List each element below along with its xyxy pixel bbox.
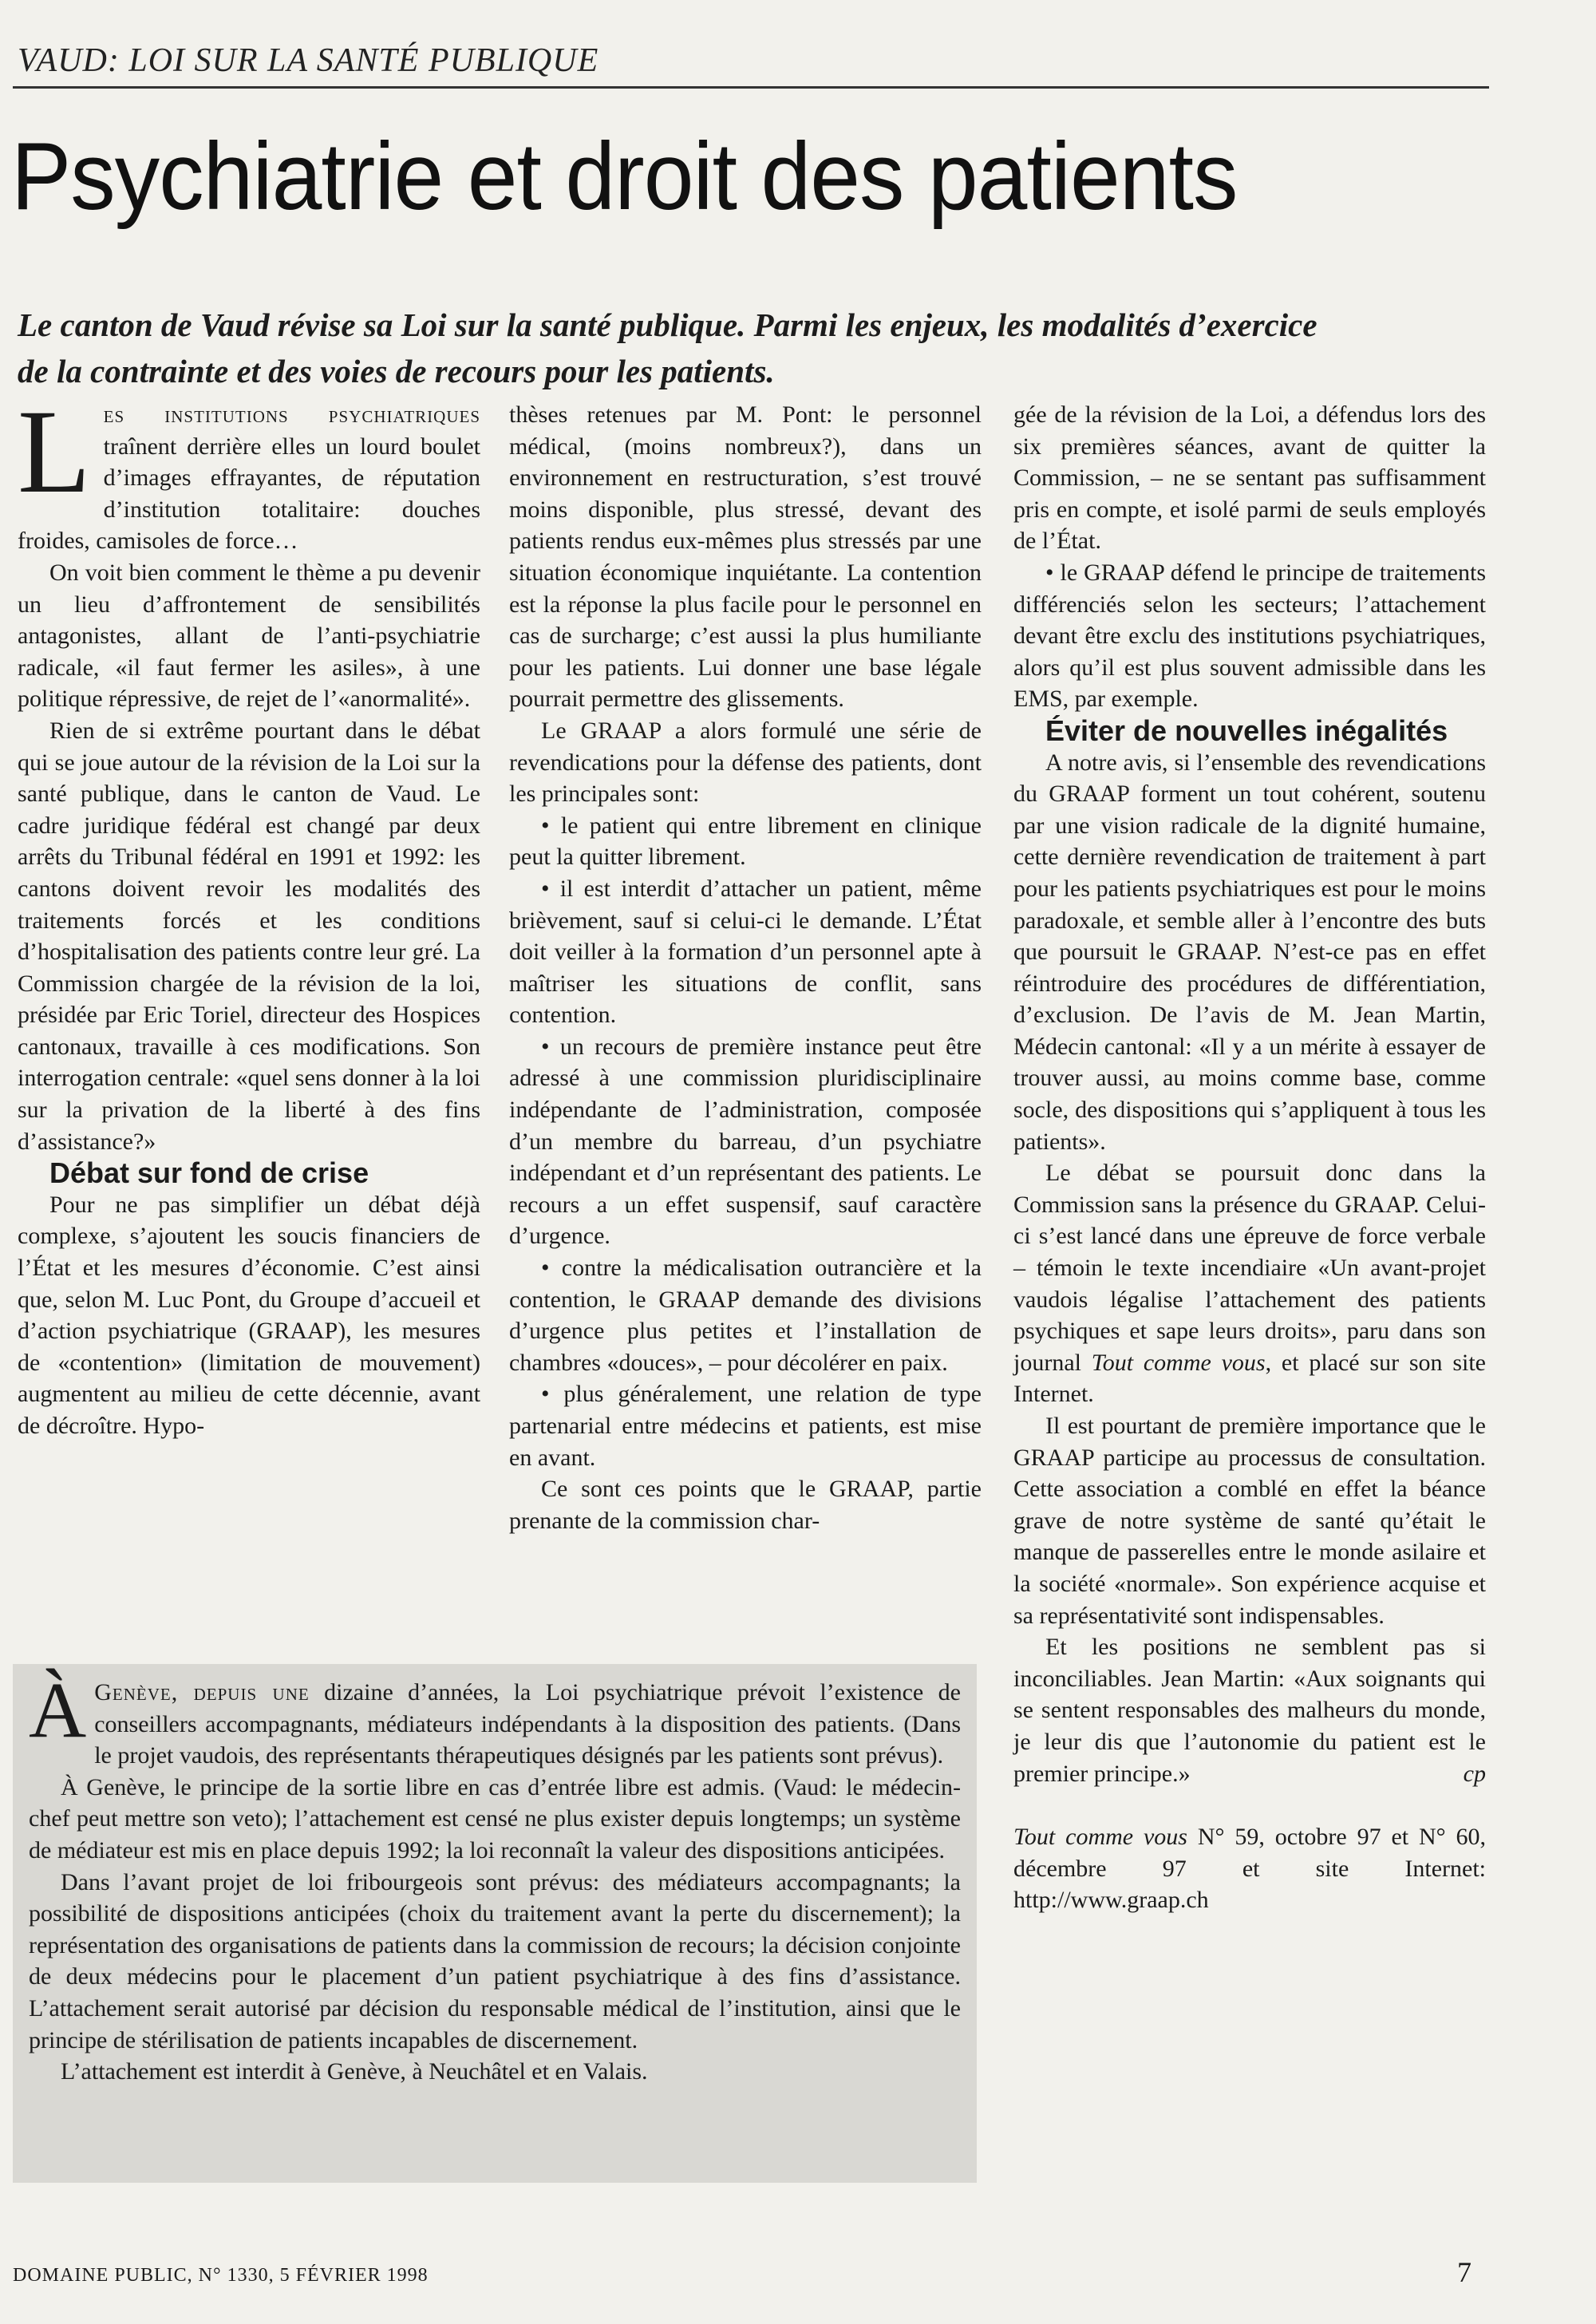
paragraph: À Genève, depuis une dizaine d’années, la Loi psychiatrique prévoit l’existence de conseillers accompagnants, médiateurs indépendants à la disposition des patients. (Dans le projet vaudois, des représentants thérapeutiques désignés par les patients sont prévus).	[29, 1666, 961, 1769]
section-kicker: VAUD: LOI SUR LA SANTÉ PUBLIQUE	[18, 42, 599, 79]
article-lead: Le canton de Vaud révise sa Loi sur la santé publique. Parmi les enjeux, les modalités d’exercice de la contrainte et des voies de recours pour les patients.	[18, 306, 1317, 389]
paragraph: Dans l’avant projet de loi fribourgeois sont prévus: des médiateurs accompagnants; la possibilité de dispositions anticipées (choix du traitement avant la perte du discernement); la représentation des organisations de patients dans la commission de recours; la décision conjointe de deux médecins pour le placement d’un patient psychiatrique à des fins d’assistance. L’attachement serait autorisé par décision du responsable médical de l’institution, ainsi que le principe de stérilisation de patients incapables de discernement.	[29, 1868, 961, 2053]
paragraph: Le GRAAP a alors formulé une série de revendications pour la défense des patients, dont les principales sont:	[509, 717, 982, 808]
bullet-item: • plus généralement, une relation de type partenarial entre médecins et patients, est mise en avant.	[509, 1381, 982, 1471]
subheading: Débat sur fond de crise	[49, 1156, 369, 1190]
drop-cap: À	[29, 1666, 87, 1754]
paragraph: Il est pourtant de première importance que le GRAAP participe au processus de consultation. Cette association a comblé en effet la béance grave de notre système de santé qu’était le manque de passerelles entre le monde asilaire et la société «normale». Son expérience acquise et sa représentativité sont indispensables.	[1013, 1413, 1486, 1629]
paragraph: Rien de si extrême pourtant dans le débat qui se joue autour de la révision de la Loi sur la santé publique, dans le canton de Vaud. Le cadre juridique fédéral est changé par deux arrêts du Tribunal fédéral en 1991 et 1992: les cantons doivent revoir les modalités des traitements forcés et les conditions d’hospitalisation des patients contre leur gré. La Commission chargée de la révision de la loi, présidée par Eric Toriel, directeur des Hospices cantonaux, travaille à ces modifications. Son interrogation centrale: «quel sens donner à la loi sur la privation de la liberté à des fins d’assistance?»	[18, 717, 480, 1155]
paragraph: À Genève, le principe de la sortie libre en cas d’entrée libre est admis. (Vaud: le médecin-chef peut mettre son veto); l’attachement est censé ne plus exister depuis longtemps; un système de médiateur est mis en place depuis 1992; la loi reconnaît la valeur des dispositions anticipées.	[29, 1773, 961, 1864]
bullet-item: • un recours de première instance peut être adressé à une commission pluridisciplinaire indépendante de l’administration, composée d’un membre du barreau, d’un psychiatre indépendant et d’un représentant des patients. Le recours a un effet suspensif, sauf caractère d’urgence.	[509, 1033, 982, 1250]
publication-footer: DOMAINE PUBLIC, N° 1330, 5 FÉVRIER 1998	[13, 2265, 429, 2286]
author-signature: cp	[1463, 1760, 1486, 1787]
paragraph: gée de la révision de la Loi, a défendus lors des six premières séances, avant de quitter la Commission, – ne se sentant pas suffisamment pris en compte, et isolé parmi de seuls employés de l’État.	[1013, 401, 1486, 555]
sidebar-box	[13, 1664, 977, 2183]
source-reference: Tout comme vous N° 59, octobre 97 et N° 60, décembre 97 et site Internet: http://www.graap.ch	[1013, 1824, 1487, 1914]
column-1	[18, 385, 480, 1442]
drop-cap: L	[18, 385, 91, 518]
paragraph: On voit bien comment le thème a pu devenir un lieu d’affrontement de sensibilités antagonistes, allant de l’anti-psychiatrie radicale, «il faut fermer les asiles», à une politique répressive, de rejet de l’«anormalité».	[18, 559, 480, 713]
page-number: 7	[1457, 2256, 1472, 2288]
paragraph: Le débat se poursuit donc dans la Commission sans la présence du GRAAP. Celui-ci s’est lancé dans une épreuve de force verbale – témoin le texte incendiaire «Un avant-projet vaudois légalise l’attachement des patients psychiques et sape leurs droits», paru dans son journal Tout comme vous, et placé sur son site Internet.	[1013, 1160, 1486, 1408]
header-rule	[13, 86, 1489, 89]
paragraph: Et les positions ne semblent pas si inconciliables. Jean Martin: «Aux soignants qui se sentent responsables des malheurs du monde, je leur dis que l’autonomie du patient est le premier principe.» cp	[1013, 1631, 1486, 1789]
paragraph: Pour ne pas simplifier un débat déjà complexe, s’ajoutent les soucis financiers de l’État et les mesures d’économie. C’est ainsi que, selon M. Luc Pont, du Groupe d’accueil et d’action psychiatrique (GRAAP), les mesures de «contention» (limitation de mouvement) augmentent au milieu de cette décennie, avant de décroître. Hypo-	[18, 1191, 480, 1439]
column-2	[509, 399, 982, 1536]
column-3	[1013, 399, 1486, 1916]
bullet-item: • le patient qui entre librement en clinique peut la quitter librement.	[509, 812, 982, 871]
paragraph: A notre avis, si l’ensemble des revendications du GRAAP forment un tout cohérent, soutenu par une vision radicale de la dignité humaine, cette dernière revendication de traitement à part pour les patients psychiatriques est pour le moins paradoxale, et semble aller à l’encontre des buts que poursuit le GRAAP. N’est-ce pas en effet réintroduire des procédures de différentiation, d’exclusion. De l’avis de M. Jean Martin, Médecin cantonal: «Il y a un mérite à essayer de trouver aussi, au moins comme base, comme socle, des dispositions qui s’appliquent à tous les patients».	[1013, 749, 1486, 1155]
paragraph: thèses retenues par M. Pont: le personnel médical, (moins nombreux?), dans un environnement en restructuration, s’est trouvé moins disponible, plus stressé, devant des patients rendus eux-mêmes plus stressés par une situation économique inquiétante. La contention est la réponse la plus facile pour le personnel en cas de surcharge; c’est aussi la plus humiliante pour les patients. Lui donner une base légale pourrait permettre des glissements.	[509, 401, 982, 713]
subheading: Éviter de nouvelles inégalités	[1045, 713, 1448, 747]
paragraph: Ce sont ces points que le GRAAP, partie prenante de la commission char-	[509, 1476, 982, 1534]
article-title: Psychiatrie et droit des patients	[11, 123, 1238, 230]
bullet-item: • le GRAAP défend le principe de traitements différenciés selon les secteurs; l’attachement devant être exclu des institutions psychiatriques, alors qu’il est plus souvent admissible dans les EMS, par exemple.	[1013, 559, 1486, 713]
bullet-item: • contre la médicalisation outrancière et la contention, le GRAAP demande des divisions d’urgence plus petites et l’installation de chambres «douces», – pour décolérer en paix.	[509, 1255, 982, 1376]
paragraph: L’attachement est interdit à Genève, à Neuchâtel et en Valais.	[61, 2058, 648, 2085]
bullet-item: • il est interdit d’attacher un patient, même brièvement, sauf si celui-ci le demande. L’État doit veiller à la formation d’un personnel apte à maîtriser les situations de conflit, sans contention.	[509, 875, 982, 1029]
paragraph: Les institutions psychiatriques traînent derrière elles un lourd boulet d’images effrayantes, de réputation d’institution totalitaire: douches froides, camisoles de force…	[18, 385, 480, 555]
